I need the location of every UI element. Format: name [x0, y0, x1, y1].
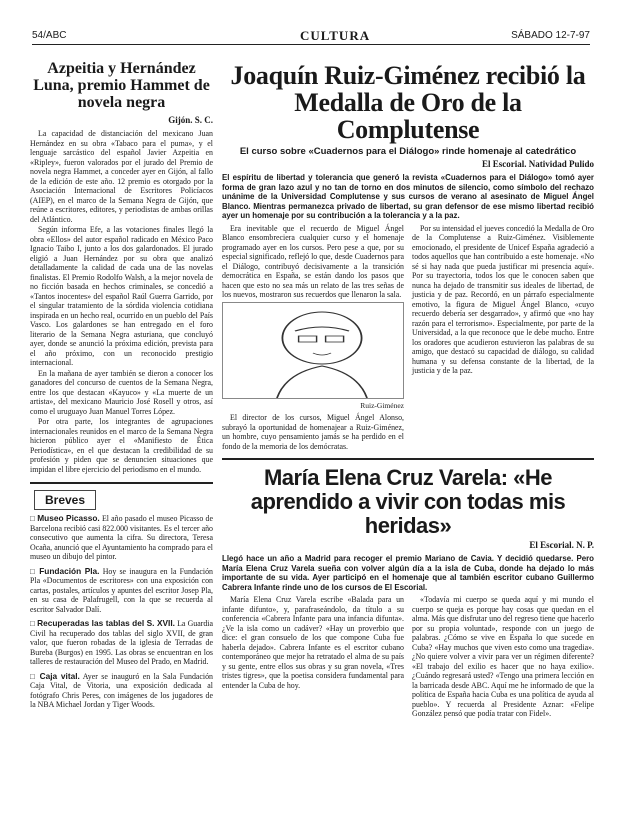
second-column-2	[412, 595, 594, 720]
second-lead: Llegó hace un año a Madrid para recoger el premio Mariano de Cavia. Y decidió quedarse. Pero María Elena Cruz Varela sueña con volver algún día a la isla de Cuba, donde ha dejado lo más importante de su vida. Ayer participó en el homenaje que al también escritor cubano Guillermo Cabrera Infante rinde uno de los cursos de El Escorial.	[222, 554, 594, 592]
second-article-columns	[222, 595, 594, 720]
paragraph: Por otra parte, los integrantes de agrupaciones internacionales reunidos en el marco de la Semana Negra hicieron público ayer el «Manifiesto de Ética Periodística», en el que destacan la credibilidad de su profesión y piden que se denuncien situaciones que impidan el libre ejercicio del periodismo en el mundo.	[30, 417, 213, 474]
brief-text: El año pasado el museo Picasso de Barcelona recibió casi 822.000 visitantes. Es el tercer año consecutivo que aumenta la cifra. Su directora, Teresa Ocaña, anunció que el Ayuntamiento ha comprado para el museo un dibujo del pintor.	[30, 514, 213, 561]
main-column-2	[412, 224, 594, 453]
paragraph: «Todavía mi cuerpo se queda aquí y mi mundo el cuerpo se queja es porque hay cosas que quedan en el alma. Más que disfrutar uno del regreso tiene que hacerlo por su propia voluntad», responde con un juego de palabras. ¿Cómo se vive en España lo que sucede en Cuba? «Hay muchos que viven esto como una tragedia». ¿No quiere volver a vivir para ver un régimen diferente? «El trabajo del exilio es hacer que no haya exilio». ¿Cuándo regresará usted? «Tengo una primera lección en la barricada desde ABC. Aquí me he informado de que la política de España hacia Cuba es una política de ayuda al pueblo». Y recuerda al Presidente Aznar: «Felipe González pensó que podía tratar con Fidel».	[412, 595, 594, 718]
portrait-sketch-icon	[223, 303, 403, 398]
brief-title: Caja vital.	[39, 670, 80, 681]
main-location: El Escorial. Natividad Pulido	[481, 159, 594, 169]
brief-text: Ayer se inauguró en la Sala Fundación Caja Vital, de Vitoria, una exposición dedicada al fotógrafo Chris Peres, con imágenes de los jugadores de la NBA Michael Jordan y Tiger Woods.	[30, 671, 213, 709]
second-column-1	[222, 595, 404, 720]
main-article-columns	[222, 224, 594, 453]
right-column	[222, 52, 594, 812]
paragraph: María Elena Cruz Varela escribe «Balada para un infante difunto», y, parafraseándolo, da título a su conferencia «Cabrera Infante para una infancia difunta». ¿Ve la isla como un cadáver? «Hay un proverbio que dice: el gran consuelo de los que compone Cuba fue haberla dejado». Cabrera Infante es el escritor cubano contemporáneo que mejor ha retratado el alma de su país y su gente, entre ellos sus obras y su gran novela, «Tres tristes tigres», que la poetisa considera fundamental para entender la Cuba de hoy.	[222, 595, 404, 690]
paragraph: La capacidad de distanciación del mexicano Juan Hernández en su obra «Tabaco para el puma», y el lenguaje sarcástico del español Javier Azpeitia en «Ripley», fueron valorados por el jurado del Premio de novela negra Hammet, a conceder ayer en Gijón, al fallo de la edición de este año. 12 premio es otorgado por la Asociación Internacional de Escritores Policíacos (AIEP), en el marco de la Semana Negra de Gijón, que reúne a escritores, editores, y periodistas de ambas orillas del Atlántico.	[30, 129, 213, 224]
paragraph: Era inevitable que el recuerdo de Miguel Ángel Blanco ensombreciera cualquier curso y el homenaje programado ayer en los cursos. Pero pese a que, por su especial significado, reflejó lo que, desde Cuadernos para el Diálogo, contribuyó decisivamente a la transición democrática en España, se están dando los pasos que hacen que esto no sea más un relato de las tres señas de los nuevos, mostraron sus recuerdos que llenaron la sala.	[222, 223, 404, 299]
brief-item: □ Fundación Pla. Hoy se inaugura en la Fundación Pla «Documentos de escritores» con una exposición con cartas, postales, artículos y apuntes del escritor Josep Pla, en su casa de Palafrugell, con la que se recuerda al escritor Salvador Dalí.	[30, 565, 213, 614]
briefs-section	[30, 482, 213, 710]
second-location: El Escorial. N. P.	[529, 540, 594, 550]
brief-item: □ Caja vital. Ayer se inauguró en la Sala Fundación Caja Vital, de Vitoria, una exposición dedicada al fotógrafo Chris Peres, con imágenes de los jugadores de la NBA Michael Jordan y Tiger Woods.	[30, 670, 213, 709]
left-location: Gijón. S. C.	[168, 115, 213, 125]
brief-item: □ Museo Picasso. El año pasado el museo Picasso de Barcelona recibió casi 822.000 visitantes. Es el tercer año consecutivo que aumenta la cifra. Su directora, Teresa Ocaña, anunció que el Ayuntamiento ha comprado para el museo un dibujo del pintor.	[30, 513, 213, 561]
paragraph: Por su intensidad el jueves concedió la Medalla de Oro de la Complutense a Ruiz-Giménez. Visiblemente emocionado, el presidente de Unicef España agradeció a todos aquellos que han contribuido a este homenaje. «No sé si hay nada que pueda justificar mi presencia aquí». Por su trayectoria, todos los que le conocen saben que nunca ha dejado de transmitir sus ideales de libertad, de justicia y de paz. Recordó, en un párrafo especialmente emotivo, la figura de Miguel Ángel Blanco, «cuyo recuerdo debería ser desgarrado», y afirmó que «no hay razón para el terrorismo». Especialmente, por parte de la Universidad, a la que reconoce que le debe mucho. Entre los oradores que acudieron estuvieron las palabras de su amigo, que destacó su capacidad de diálogo, su calidad humana y su defensa constante de la libertad, de la justicia y de la paz.	[412, 223, 594, 375]
brief-title: Museo Picasso.	[37, 513, 100, 523]
page-date: SÁBADO 12-7-97	[511, 30, 590, 41]
left-headline: Azpeitia y Hernández Luna, premio Hammet de novela negra	[33, 60, 210, 111]
main-headline: Joaquín Ruiz-Giménez recibió la Medalla de Oro de la Complutense	[230, 61, 586, 144]
paragraph: El director de los cursos, Miguel Ángel Alonso, subrayó la oportunidad de homenajear a Ruiz-Giménez, un hombre, cuyo pensamiento jamás se ha perdido en el fondo de la memoria de los demócratas.	[222, 413, 404, 451]
brief-text: La Guardia Civil ha recuperado dos tablas del siglo XVII, de gran valor, que fueron robadas de la iglesia de Terradas de Bureba (Burgos) en 1995. Las obras se encuentran en los talleres de restauración del Museo del Prado, en Madrid.	[30, 619, 213, 666]
brief-title: Fundación Pla.	[39, 565, 100, 576]
brief-item: □ Recuperadas las tablas del S. XVII. La Guardia Civil ha recuperado dos tablas del siglo XVII, de gran valor, que fueron robadas de la iglesia de Terradas de Bureba (Burgos) en 1995. Las obras se encuentran en los talleres de restauración del Museo del Prado, en Madrid.	[30, 618, 213, 666]
paragraph: En la mañana de ayer también se dieron a conocer los ganadores del concurso de cuentos de la Semana Negra, entre los que destacan «Kayuco» y «La muerte de un artista», del mexicano Mauricio José Rosell y otros, así como el uruguayo Juan Manuel Torres López.	[30, 368, 213, 416]
left-column	[30, 52, 213, 812]
briefs-title: Breves	[34, 490, 96, 510]
page-header	[32, 30, 590, 45]
article-separator	[222, 458, 594, 460]
main-column-1	[222, 224, 404, 453]
brief-title: Recuperadas las tablas del S. XVII.	[37, 618, 175, 628]
main-lead: El espíritu de libertad y tolerancia que generó la revista «Cuadernos para el Diálogo» tomó ayer forma de gran lazo azul y no tan de torno en dos minutos de silencio, como símbolo del rechazo unánime de la Universidad Complutense y sus cursos de verano al asesinato de Miguel Ángel Blanco. Mientras permanezca privado de libertad, su gran defensor de ese mismo libertad recibió ayer un homenaje por su contribución a la tolerancia y a la paz.	[222, 173, 594, 220]
page-number: 54/ABC	[32, 30, 67, 41]
left-article-body	[30, 129, 213, 474]
portrait-drawing	[222, 302, 404, 399]
main-subheadline: El curso sobre «Cuadernos para el Diálogo» rinde homenaje al catedrático	[239, 146, 577, 157]
paragraph: Según informa Efe, a las votaciones finales llegó la obra «Ellos» del autor español radicado en México Paco Ignacio Taibo I, junto a los dos galardonados. El jurado eligió a Juan Hernández por su obra que analizó detalladamente la calidad de cada una de las novelas finalistas. El Premio Rodolfo Walsh, a la mejor novela de no ficción basada en hechos criminales, se concedió a «Tantos inocentes» del español Raúl Guerra Garrido, por el singular tratamiento de la sórdida violencia cotidiana inspirada en un hecho real, ocurrido en un pueblo del País Vasco. Los galardones se han entregado en el foro literario de la Semana Negra asturiana, que concluyó ayer, donde se anunció la próxima edición, prevista para el año próximo, con un reconocido prestigio internacional.	[30, 225, 213, 367]
second-headline: María Elena Cruz Varela: «He aprendido a vivir con todas mis heridas»	[250, 465, 566, 538]
brief-text: Hoy se inaugura en la Fundación Pla «Documentos de escritores» con una exposición con cartas, postales, artículos y apuntes del escritor Josep Pla, en su casa de Palafrugell, con la que se recuerda al escritor Salvador Dalí.	[30, 566, 213, 614]
portrait-caption: Ruiz-Giménez	[360, 400, 404, 410]
section-title: CULTURA	[300, 28, 371, 43]
